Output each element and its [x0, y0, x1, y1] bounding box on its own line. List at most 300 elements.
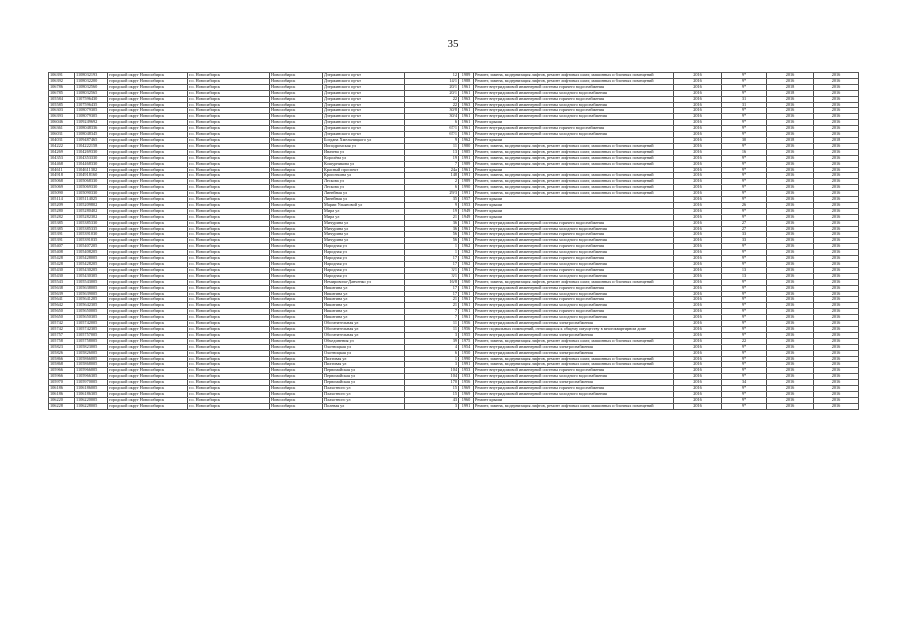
cell-end-year: 2016 — [814, 256, 859, 262]
cell-object-code: 1105280402 — [75, 208, 108, 214]
cell-year-built: 1988 — [459, 78, 474, 84]
cell-house-id: 106361 — [49, 126, 75, 132]
cell-plan-year: 2016 — [674, 262, 722, 268]
cell-end-year: 2016 — [814, 250, 859, 256]
cell-locality: Новосибирск — [270, 315, 323, 321]
cell-plan-year: 2016 — [674, 273, 722, 279]
cell-end-year: 2016 — [814, 208, 859, 214]
cell-work-type: Ремонт, замена, модернизация лифтов, ремонт лифтовых шахт, машинных и блочных помещений — [474, 173, 674, 179]
cell-street: Дзержинского пр-кт — [323, 90, 405, 96]
cell-house-id: 104611 — [49, 167, 75, 173]
cell-locality: Новосибирск — [270, 149, 323, 155]
cell-object-code: 1105650005 — [75, 309, 108, 315]
cell-object-code: 1105642305 — [75, 303, 108, 309]
cell-priority: 27 — [722, 220, 767, 226]
cell-end-year: 2016 — [814, 102, 859, 108]
cell-work-type: Ремонт крыши — [474, 137, 674, 143]
cell-locality: Новосибирск — [270, 291, 323, 297]
cell-house-id: 106786 — [49, 84, 75, 90]
cell-street: Пихтовая ул — [323, 362, 405, 368]
cell-street: Первомайская ул — [323, 374, 405, 380]
cell-locality: Новосибирск — [270, 273, 323, 279]
cell-end-year: 2016 — [814, 350, 859, 356]
cell-object-code: 1105742305 — [75, 326, 108, 332]
cell-start-year: 2016 — [767, 244, 814, 250]
cell-work-type: Ремонт крыши — [474, 214, 674, 220]
cell-start-year: 2016 — [767, 78, 814, 84]
cell-work-type: Ремонт, замена, модернизация лифтов, ремонт лифтовых шахт, машинных и блочных помещений — [474, 356, 674, 362]
cell-plan-year: 2016 — [674, 173, 722, 179]
cell-object-code: 1105385330 — [75, 220, 108, 226]
cell-house-number: 19 — [405, 208, 459, 214]
cell-house-number: 6 — [405, 350, 459, 356]
cell-end-year: 2016 — [814, 332, 859, 338]
cell-settlement: г.о. Новосибирск — [188, 309, 270, 315]
cell-settlement: г.о. Новосибирск — [188, 391, 270, 397]
cell-street: Дзержинского пр-кт — [323, 102, 405, 108]
cell-year-built: 1969 — [459, 391, 474, 397]
cell-settlement: г.о. Новосибирск — [188, 279, 270, 285]
cell-start-year: 2016 — [767, 126, 814, 132]
cell-start-year: 2016 — [767, 120, 814, 126]
cell-house-id: 105585 — [49, 102, 75, 108]
cell-settlement: г.о. Новосибирск — [188, 291, 270, 297]
cell-object-code: 1105090330 — [75, 191, 108, 197]
cell-house-id: 105868 — [49, 362, 75, 368]
cell-locality: Новосибирск — [270, 90, 323, 96]
cell-end-year: 2016 — [814, 262, 859, 268]
cell-settlement: г.о. Новосибирск — [188, 262, 270, 268]
cell-house-number: 7 — [405, 309, 459, 315]
cell-settlement: г.о. Новосибирск — [188, 256, 270, 262]
cell-end-year: 2016 — [814, 173, 859, 179]
cell-locality: Новосибирск — [270, 96, 323, 102]
cell-house-id: 105385 — [49, 226, 75, 232]
cell-priority: 9* — [722, 173, 767, 179]
cell-work-type: Ремонт, замена, модернизация лифтов, ремонт лифтовых шахт, машинных и блочных помещений — [474, 362, 674, 368]
cell-year-built: 1960 — [459, 279, 474, 285]
cell-house-number: 36 — [405, 226, 459, 232]
cell-locality: Новосибирск — [270, 143, 323, 149]
cell-start-year: 2016 — [767, 220, 814, 226]
cell-end-year: 2018 — [814, 137, 859, 143]
cell-object-code: 1105391030 — [75, 232, 108, 238]
cell-house-id: 105430 — [49, 267, 75, 273]
cell-year-built: 1961 — [459, 303, 474, 309]
cell-settlement: г.о. Новосибирск — [188, 356, 270, 362]
cell-plan-year: 2016 — [674, 285, 722, 291]
cell-priority: 9* — [722, 120, 767, 126]
cell-settlement: г.о. Новосибирск — [188, 202, 270, 208]
cell-house-number: 24а — [405, 167, 459, 173]
cell-locality: Новосибирск — [270, 102, 323, 108]
cell-house-id: 106393 — [49, 114, 75, 120]
cell-work-type: Ремонт подвальных помещений, относящихся к общему имуществу в многоквартирном доме — [474, 326, 674, 332]
cell-start-year: 2016 — [767, 344, 814, 350]
cell-work-type: Ремонт, замена, модернизация лифтов, ремонт лифтовых шахт, машинных и блочных помещений — [474, 78, 674, 84]
cell-year-built: 1980 — [459, 143, 474, 149]
cell-house-number: 3/1 — [405, 273, 459, 279]
cell-house-number: 15 — [405, 386, 459, 392]
cell-end-year: 2016 — [814, 161, 859, 167]
cell-street: Объединения ул — [323, 338, 405, 344]
cell-work-type: Ремонт внутридомовой инженерной системы горячего водоснабжения — [474, 244, 674, 250]
cell-house-id: 105641 — [49, 297, 75, 303]
cell-locality: Новосибирск — [270, 173, 323, 179]
cell-object-code: 1105430205 — [75, 267, 108, 273]
cell-work-type: Ремонт внутридомовой инженерной системы горячего водоснабжения — [474, 256, 674, 262]
cell-street: Дзержинского пр-кт — [323, 126, 405, 132]
cell-municipality: городской округ Новосибирск — [108, 96, 188, 102]
cell-start-year: 2016 — [767, 362, 814, 368]
cell-settlement: г.о. Новосибирск — [188, 374, 270, 380]
cell-year-built: 1990 — [459, 356, 474, 362]
cell-house-id: 105638 — [49, 285, 75, 291]
cell-priority: 9* — [722, 391, 767, 397]
cell-object-code: 1108048336 — [75, 126, 108, 132]
cell-end-year: 2016 — [814, 90, 859, 96]
cell-work-type: Ремонт внутридомовой инженерной системы холодного водоснабжения — [474, 374, 674, 380]
cell-settlement: г.о. Новосибирск — [188, 244, 270, 250]
cell-priority: 9* — [722, 285, 767, 291]
cell-priority: 9* — [722, 368, 767, 374]
cell-house-id: 105428 — [49, 262, 75, 268]
cell-object-code: 1105758005 — [75, 338, 108, 344]
cell-house-number: 67/1 — [405, 132, 459, 138]
cell-end-year: 2016 — [814, 267, 859, 273]
cell-house-id: 105430 — [49, 273, 75, 279]
cell-plan-year: 2016 — [674, 143, 722, 149]
cell-start-year: 2016 — [767, 256, 814, 262]
cell-locality: Новосибирск — [270, 309, 323, 315]
cell-house-id: 105584 — [49, 96, 75, 102]
cell-settlement: г.о. Новосибирск — [188, 380, 270, 386]
cell-year-built: 1961 — [459, 297, 474, 303]
cell-plan-year: 2016 — [674, 344, 722, 350]
cell-plan-year: 2016 — [674, 155, 722, 161]
cell-locality: Новосибирск — [270, 126, 323, 132]
cell-municipality: городской округ Новосибирск — [108, 238, 188, 244]
cell-house-id: 106391 — [49, 73, 75, 79]
cell-plan-year: 2016 — [674, 386, 722, 392]
cell-house-id: 105966 — [49, 368, 75, 374]
cell-start-year: 2016 — [767, 380, 814, 386]
cell-plan-year: 2016 — [674, 321, 722, 327]
cell-work-type: Ремонт крыши — [474, 397, 674, 403]
cell-locality: Новосибирск — [270, 326, 323, 332]
cell-plan-year: 2016 — [674, 309, 722, 315]
cell-street: Обогатительная ул — [323, 332, 405, 338]
cell-municipality: городской округ Новосибирск — [108, 191, 188, 197]
cell-year-built: 1961 — [459, 291, 474, 297]
cell-settlement: г.о. Новосибирск — [188, 155, 270, 161]
cell-settlement: г.о. Новосибирск — [188, 90, 270, 96]
cell-work-type: Ремонт внутридомовой инженерной системы горячего водоснабжения — [474, 96, 674, 102]
cell-house-number: 4 — [405, 344, 459, 350]
cell-priority: 9* — [722, 244, 767, 250]
cell-priority: 9* — [722, 403, 767, 409]
cell-locality: Новосибирск — [270, 380, 323, 386]
cell-locality: Новосибирск — [270, 250, 323, 256]
cell-municipality: городской округ Новосибирск — [108, 315, 188, 321]
cell-house-number: 6 — [405, 185, 459, 191]
cell-house-number: 36 — [405, 220, 459, 226]
cell-settlement: г.о. Новосибирск — [188, 78, 270, 84]
cell-municipality: городской округ Новосибирск — [108, 143, 188, 149]
cell-work-type: Ремонт крыши — [474, 202, 674, 208]
cell-start-year: 2016 — [767, 374, 814, 380]
cell-work-type: Ремонт внутридомовой инженерной системы холодного водоснабжения — [474, 262, 674, 268]
cell-plan-year: 2016 — [674, 84, 722, 90]
cell-work-type: Ремонт внутридомовой инженерной системы холодного водоснабжения — [474, 303, 674, 309]
cell-priority: 9* — [722, 179, 767, 185]
cell-municipality: городской округ Новосибирск — [108, 114, 188, 120]
cell-start-year: 2016 — [767, 262, 814, 268]
cell-priority: 16 — [722, 149, 767, 155]
cell-priority: 13 — [722, 267, 767, 273]
cell-street: Охотницкая ул — [323, 344, 405, 350]
cell-locality: Новосибирск — [270, 155, 323, 161]
cell-street: Мира ул — [323, 214, 405, 220]
cell-house-number: 16/8 — [405, 279, 459, 285]
cell-plan-year: 2016 — [674, 403, 722, 409]
cell-house-id: 105642 — [49, 303, 75, 309]
cell-end-year: 2016 — [814, 297, 859, 303]
cell-house-number: 3 — [405, 403, 459, 409]
cell-year-built: 1950 — [459, 350, 474, 356]
cell-priority: 9* — [722, 309, 767, 315]
cell-end-year: 2016 — [814, 403, 859, 409]
cell-plan-year: 2016 — [674, 132, 722, 138]
cell-priority: 33 — [722, 238, 767, 244]
cell-object-code: 1108079305 — [75, 108, 108, 114]
cell-house-number: 11 — [405, 143, 459, 149]
cell-locality: Новосибирск — [270, 285, 323, 291]
cell-start-year: 2016 — [767, 202, 814, 208]
cell-priority: 9* — [722, 356, 767, 362]
cell-year-built: 1961 — [459, 126, 474, 132]
cell-street: Охотницкая ул — [323, 350, 405, 356]
cell-house-id: 105543 — [49, 279, 75, 285]
cell-work-type: Ремонт внутридомовой инженерной системы горячего водоснабжения — [474, 285, 674, 291]
cell-street: Народная ул — [323, 273, 405, 279]
cell-work-type: Ремонт внутридомовой инженерной системы электроснабжения — [474, 321, 674, 327]
cell-object-code: 1105069330 — [75, 185, 108, 191]
cell-priority: 27 — [722, 226, 767, 232]
cell-object-code: 1105428205 — [75, 262, 108, 268]
cell-plan-year: 2016 — [674, 220, 722, 226]
cell-plan-year: 2016 — [674, 350, 722, 356]
cell-house-number: 29/3 — [405, 191, 459, 197]
cell-house-number: 17 — [405, 262, 459, 268]
cell-house-id: 105650 — [49, 315, 75, 321]
cell-priority: 9* — [722, 185, 767, 191]
cell-street: Мичурина ул — [323, 238, 405, 244]
cell-end-year: 2016 — [814, 380, 859, 386]
cell-work-type: Ремонт внутридомовой инженерной системы горячего водоснабжения — [474, 126, 674, 132]
cell-municipality: городской округ Новосибирск — [108, 391, 188, 397]
cell-house-id: 105650 — [49, 309, 75, 315]
cell-work-type: Ремонт внутридомовой инженерной системы электроснабжения — [474, 350, 674, 356]
cell-house-number: 3 — [405, 362, 459, 368]
cell-start-year: 2016 — [767, 102, 814, 108]
cell-street: Никитина ул — [323, 315, 405, 321]
cell-work-type: Ремонт внутридомовой инженерной системы холодного водоснабжения — [474, 132, 674, 138]
cell-house-id: 106392 — [49, 78, 75, 84]
cell-municipality: городской округ Новосибирск — [108, 78, 188, 84]
cell-object-code: 1106220005 — [75, 397, 108, 403]
cell-house-number: 22 — [405, 102, 459, 108]
cell-settlement: г.о. Новосибирск — [188, 132, 270, 138]
cell-street: Красный проспект — [323, 167, 405, 173]
cell-end-year: 2016 — [814, 291, 859, 297]
cell-work-type: Ремонт внутридомовой инженерной системы горячего водоснабжения — [474, 386, 674, 392]
cell-work-type: Ремонт, замена, модернизация лифтов, ремонт лифтовых шахт, машинных и блочных помещений — [474, 279, 674, 285]
cell-street: Кошурникова ул — [323, 161, 405, 167]
cell-end-year: 2016 — [814, 326, 859, 332]
cell-object-code: 1109487465 — [75, 137, 108, 143]
cell-object-code: 1105742005 — [75, 321, 108, 327]
cell-municipality: городской округ Новосибирск — [108, 161, 188, 167]
cell-start-year: 2016 — [767, 291, 814, 297]
cell-plan-year: 2016 — [674, 244, 722, 250]
cell-house-id: 105090 — [49, 191, 75, 197]
cell-plan-year: 2016 — [674, 332, 722, 338]
cell-house-id: 105742 — [49, 326, 75, 332]
cell-house-id: 105282 — [49, 214, 75, 220]
cell-work-type: Ремонт, замена, модернизация лифтов, ремонт лифтовых шахт, машинных и блочных помещений — [474, 155, 674, 161]
cell-plan-year: 2016 — [674, 374, 722, 380]
cell-street: Мичурина ул — [323, 226, 405, 232]
cell-house-number: 6 — [405, 120, 459, 126]
cell-settlement: г.о. Новосибирск — [188, 126, 270, 132]
cell-end-year: 2016 — [814, 202, 859, 208]
cell-year-built: 1961 — [459, 309, 474, 315]
cell-priority: 9* — [722, 84, 767, 90]
cell-locality: Новосибирск — [270, 262, 323, 268]
cell-plan-year: 2016 — [674, 161, 722, 167]
cell-locality: Новосибирск — [270, 232, 323, 238]
cell-municipality: городской округ Новосибирск — [108, 262, 188, 268]
cell-settlement: г.о. Новосибирск — [188, 220, 270, 226]
cell-year-built: 1956 — [459, 321, 474, 327]
cell-work-type: Ремонт внутридомовой инженерной системы холодного водоснабжения — [474, 273, 674, 279]
cell-municipality: городской округ Новосибирск — [108, 273, 188, 279]
cell-start-year: 2016 — [767, 273, 814, 279]
cell-year-built: 1961 — [459, 285, 474, 291]
cell-year-built: 1991 — [459, 191, 474, 197]
cell-year-built: 1957 — [459, 197, 474, 203]
cell-end-year: 2016 — [814, 391, 859, 397]
cell-plan-year: 2016 — [674, 368, 722, 374]
cell-street: Дзержинского пр-кт — [323, 132, 405, 138]
cell-plan-year: 2016 — [674, 197, 722, 203]
cell-start-year: 2016 — [767, 155, 814, 161]
cell-year-built: 1961 — [459, 132, 474, 138]
cell-start-year: 2016 — [767, 386, 814, 392]
cell-year-built: 1991 — [459, 362, 474, 368]
cell-end-year: 2016 — [814, 356, 859, 362]
cell-locality: Новосибирск — [270, 403, 323, 409]
cell-object-code: 1105391035 — [75, 238, 108, 244]
cell-work-type: Ремонт внутридомовой инженерной системы горячего водоснабжения — [474, 297, 674, 303]
cell-end-year: 2016 — [814, 84, 859, 90]
cell-locality: Новосибирск — [270, 344, 323, 350]
cell-priority: 9* — [722, 386, 767, 392]
cell-object-code: 1109249692 — [75, 120, 108, 126]
cell-municipality: городской округ Новосибирск — [108, 197, 188, 203]
cell-priority: 9* — [722, 108, 767, 114]
cell-settlement: г.о. Новосибирск — [188, 386, 270, 392]
cell-locality: Новосибирск — [270, 132, 323, 138]
cell-street: Никитина ул — [323, 309, 405, 315]
cell-end-year: 2016 — [814, 279, 859, 285]
cell-house-number: 15 — [405, 391, 459, 397]
cell-object-code: 1107596430 — [75, 96, 108, 102]
cell-street: Дзержинского пр-кт — [323, 84, 405, 90]
cell-house-number: 170 — [405, 380, 459, 386]
cell-plan-year: 2016 — [674, 191, 722, 197]
cell-year-built: 1962 — [459, 250, 474, 256]
cell-priority: 9* — [722, 143, 767, 149]
cell-settlement: г.о. Новосибирск — [188, 96, 270, 102]
cell-house-id: 105758 — [49, 338, 75, 344]
cell-end-year: 2016 — [814, 226, 859, 232]
cell-priority: 9* — [722, 291, 767, 297]
cell-year-built: 1956 — [459, 380, 474, 386]
cell-start-year: 2016 — [767, 132, 814, 138]
cell-settlement: г.о. Новосибирск — [188, 368, 270, 374]
cell-priority: 9* — [722, 321, 767, 327]
cell-house-id: 105408 — [49, 250, 75, 256]
cell-municipality: городской округ Новосибирск — [108, 120, 188, 126]
cell-locality: Новосибирск — [270, 167, 323, 173]
cell-year-built: 1989 — [459, 179, 474, 185]
cell-settlement: г.о. Новосибирск — [188, 344, 270, 350]
cell-year-built: 1949 — [459, 208, 474, 214]
cell-municipality: городской округ Новосибирск — [108, 132, 188, 138]
cell-priority: 33 — [722, 232, 767, 238]
cell-street: Дзержинского пр-кт — [323, 96, 405, 102]
cell-house-number: 21 — [405, 303, 459, 309]
cell-object-code: 1108032193 — [75, 73, 108, 79]
cell-house-number: 17 — [405, 256, 459, 262]
cell-plan-year: 2016 — [674, 397, 722, 403]
cell-plan-year: 2016 — [674, 391, 722, 397]
cell-object-code: 1104611302 — [75, 167, 108, 173]
cell-house-id: 105280 — [49, 208, 75, 214]
cell-year-built: 1962 — [459, 137, 474, 143]
cell-house-number: 19 — [405, 155, 459, 161]
cell-settlement: г.о. Новосибирск — [188, 102, 270, 108]
cell-locality: Новосибирск — [270, 321, 323, 327]
cell-settlement: г.о. Новосибирск — [188, 338, 270, 344]
cell-street: Мира ул — [323, 208, 405, 214]
cell-end-year: 2016 — [814, 273, 859, 279]
cell-work-type: Ремонт внутридомовой инженерной системы горячего водоснабжения — [474, 309, 674, 315]
cell-priority: 9* — [722, 114, 767, 120]
cell-street: Дзержинского пр-кт — [323, 73, 405, 79]
cell-end-year: 2016 — [814, 191, 859, 197]
cell-settlement: г.о. Новосибирск — [188, 397, 270, 403]
cell-street: Дзержинского пр-кт — [323, 120, 405, 126]
cell-house-id: 104918 — [49, 173, 75, 179]
cell-start-year: 2016 — [767, 208, 814, 214]
cell-work-type: Ремонт, замена, модернизация лифтов, ремонт лифтовых шахт, машинных и блочных помещений — [474, 191, 674, 197]
cell-house-number: 148 — [405, 173, 459, 179]
cell-work-type: Ремонт внутридомовой инженерной системы горячего водоснабжения — [474, 232, 674, 238]
cell-start-year: 2016 — [767, 315, 814, 321]
